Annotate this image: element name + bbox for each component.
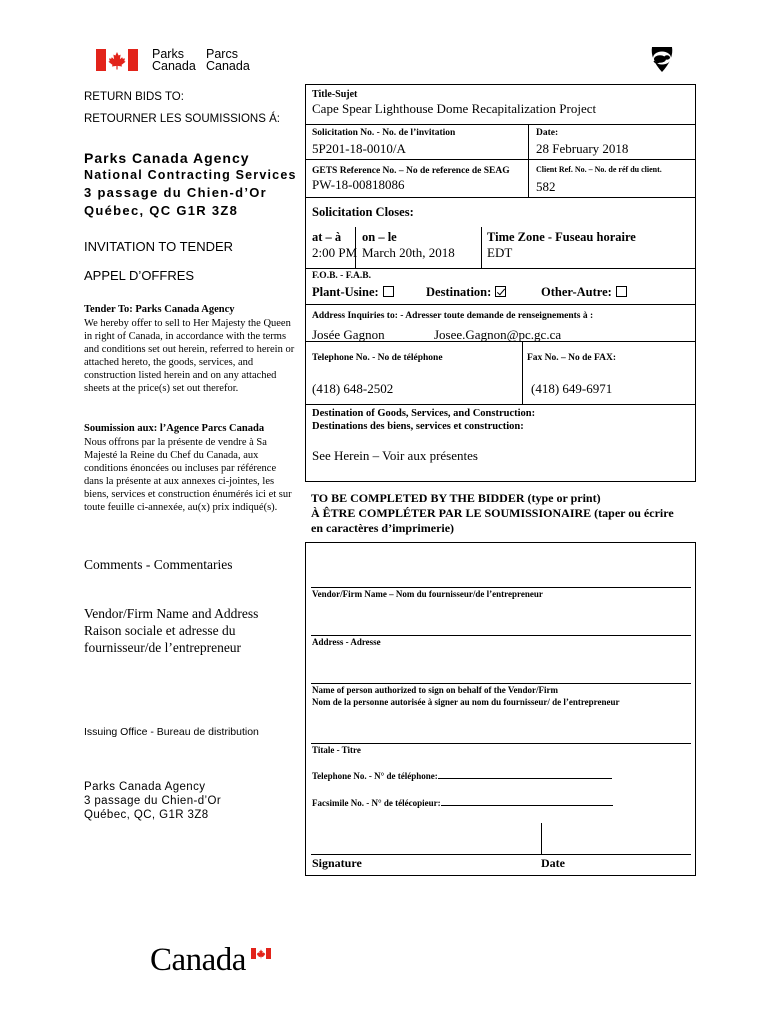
bidder-heading-line3: en caractères d’imprimerie) [311,521,455,535]
fob-label: F.O.B. - F.A.B. [312,271,371,281]
date-label: Date: [536,128,559,138]
canada-flag-icon [96,49,138,71]
fax-value: (418) 649-6971 [531,381,613,396]
address-label: Address - Adresse [312,637,381,647]
authorized-person-line[interactable] [311,683,691,684]
checkbox-icon[interactable] [616,286,627,297]
parks-en-line2: Canada [152,59,196,73]
checkbox-icon[interactable] [495,286,506,297]
bidder-facsimile-label: Facsimile No. - N° de télécopieur: [312,798,441,808]
closing-time-value: 2:00 PM [312,245,358,260]
title-value: Cape Spear Lighthouse Dome Recapitalization Project [312,101,597,116]
vendor-block-line1: Vendor/Firm Name and Address [84,606,259,621]
gets-ref-label: GETS Reference No. – No de reference de SEAG [312,166,510,176]
time-zone-label: Time Zone - Fuseau horaire [487,230,636,244]
telephone-label: Telephone No. - No de téléphone [312,353,443,363]
vendor-block-line2: Raison sociale et adresse du [84,623,236,638]
fob-other [541,285,627,300]
bidder-heading-line2: À ÊTRE COMPLÉTER PAR LE SOUMISSIONAIRE (taper ou écrire [311,506,674,520]
client-ref-label: Client Ref. No. – No. de réf du client. [536,165,662,174]
canada-wordmark [150,942,246,978]
client-ref-value: 582 [536,179,556,194]
bidder-title-label: Titale - Titre [312,745,361,755]
solicitation-closes-label: Solicitation Closes: [312,205,414,219]
closing-time-label: at – à [312,230,342,244]
fob-destination-label: Destination: [426,285,492,299]
return-bids-label: RETURN BIDS TO: [84,91,184,103]
canada-wordmark-flag-icon [251,948,271,959]
fob-destination [426,285,506,300]
parks-fr-line1: Parcs [206,47,238,61]
vendor-name-label: Vendor/Firm Name – Nom du fournisseur/de l’entrepreneur [312,589,543,599]
parks-fr-line2: Canada [206,59,250,73]
issuing-office-label: Issuing Office - Bureau de distribution [84,726,259,738]
bidder-telephone [312,771,612,781]
bidder-heading-line1: TO BE COMPLETED BY THE BIDDER (type or print) [311,491,601,505]
contracting-services: National Contracting Services [84,168,297,182]
fob-plant-label: Plant-Usine: [312,285,379,299]
return-address-line2: Québec, QC G1R 3Z8 [84,203,239,218]
parks-canada-beaver-icon [646,43,678,75]
contact-email[interactable]: Josee.Gagnon@pc.gc.ca [434,327,562,342]
destination-label-en: Destination of Goods, Services, and Construction: [312,408,536,419]
destination-value: See Herein – Voir aux présentes [312,448,478,463]
title-label: Title-Sujet [312,89,358,100]
contact-name: Josée Gagnon [312,327,385,342]
return-address-line1: 3 passage du Chien-d’Or [84,185,268,200]
gets-ref-value: PW-18-00818086 [312,177,405,192]
date-value: 28 February 2018 [536,141,629,156]
solicitation-no-label: Solicitation No. - No. de l’invitation [312,128,456,138]
bidder-telephone-line[interactable] [438,778,612,779]
retourner-label: RETOURNER LES SOUMISSIONS Á: [84,113,280,125]
agency-name: Parks Canada Agency [84,150,250,166]
canada-wordmark-text: Canada [150,942,246,978]
address-line[interactable] [311,635,691,636]
issuing-office-line1: Parks Canada Agency [84,781,206,793]
destination-label-fr: Destinations des biens, services et construction: [312,421,524,432]
fob-plant [312,285,394,300]
issuing-office-line2: 3 passage du Chien-d’Or [84,795,222,807]
signature-line[interactable] [311,854,691,855]
closing-date-value: March 20th, 2018 [362,245,455,260]
signature-date-label: Date [541,856,565,870]
authorized-person-label-fr: Nom de la personne autorisée à signer au nom du fournisseur/ de l’entrepreneur [312,697,620,707]
telephone-value: (418) 648-2502 [312,381,394,396]
vendor-name-line[interactable] [311,587,691,588]
invitation-title: INVITATION TO TENDER [84,239,234,254]
bidder-facsimile-line[interactable] [441,805,613,806]
solicitation-no-value: 5P201-18-0010/A [312,141,406,156]
tender-to-title: Tender To: Parks Canada Agency [84,304,235,315]
tender-to-body: We hereby offer to sell to Her Majesty the Queen in right of Canada, in accordance with the terms and conditions set out herein, referred to herein or attached hereto, the goods, services, and construction listed herein and on any attached sheets at the price(s) set out therefor. [84,318,295,394]
fax-label: Fax No. – No de FAX: [527,353,617,363]
issuing-office-line3: Québec, QC, G1R 3Z8 [84,809,209,821]
authorized-person-label-en: Name of person authorized to sign on behalf of the Vendor/Firm [312,685,558,695]
bidder-facsimile [312,798,613,808]
soumission-body: Nous offrons par la présente de vendre à Sa Majesté la Reine du Chef du Canada, aux conditions énoncées ou incluses par référence dans la présente at aux annexes ci-jointes, les biens, services et construction énumérés ici et sur toute feuille ci-annexée, au(x) prix indiqué(s). [84,437,292,513]
appel-title: APPEL D’OFFRES [84,268,195,283]
vendor-block-line3: fournisseur/de l’entrepreneur [84,640,242,655]
parks-en-line1: Parks [152,47,184,61]
title-line[interactable] [311,743,691,744]
time-zone-value: EDT [487,245,513,260]
fob-other-label: Other-Autre: [541,285,612,299]
closing-date-label: on – le [362,230,397,244]
checkbox-icon[interactable] [383,286,394,297]
comments-label: Comments - Commentaries [84,557,233,572]
signature-label: Signature [312,856,362,870]
bidder-telephone-label: Telephone No. - N° de téléphone: [312,771,438,781]
soumission-title: Soumission aux: l’Agence Parcs Canada [84,423,265,434]
inquiries-label: Address Inquiries to: - Adresser toute demande de renseignements à : [312,311,594,321]
